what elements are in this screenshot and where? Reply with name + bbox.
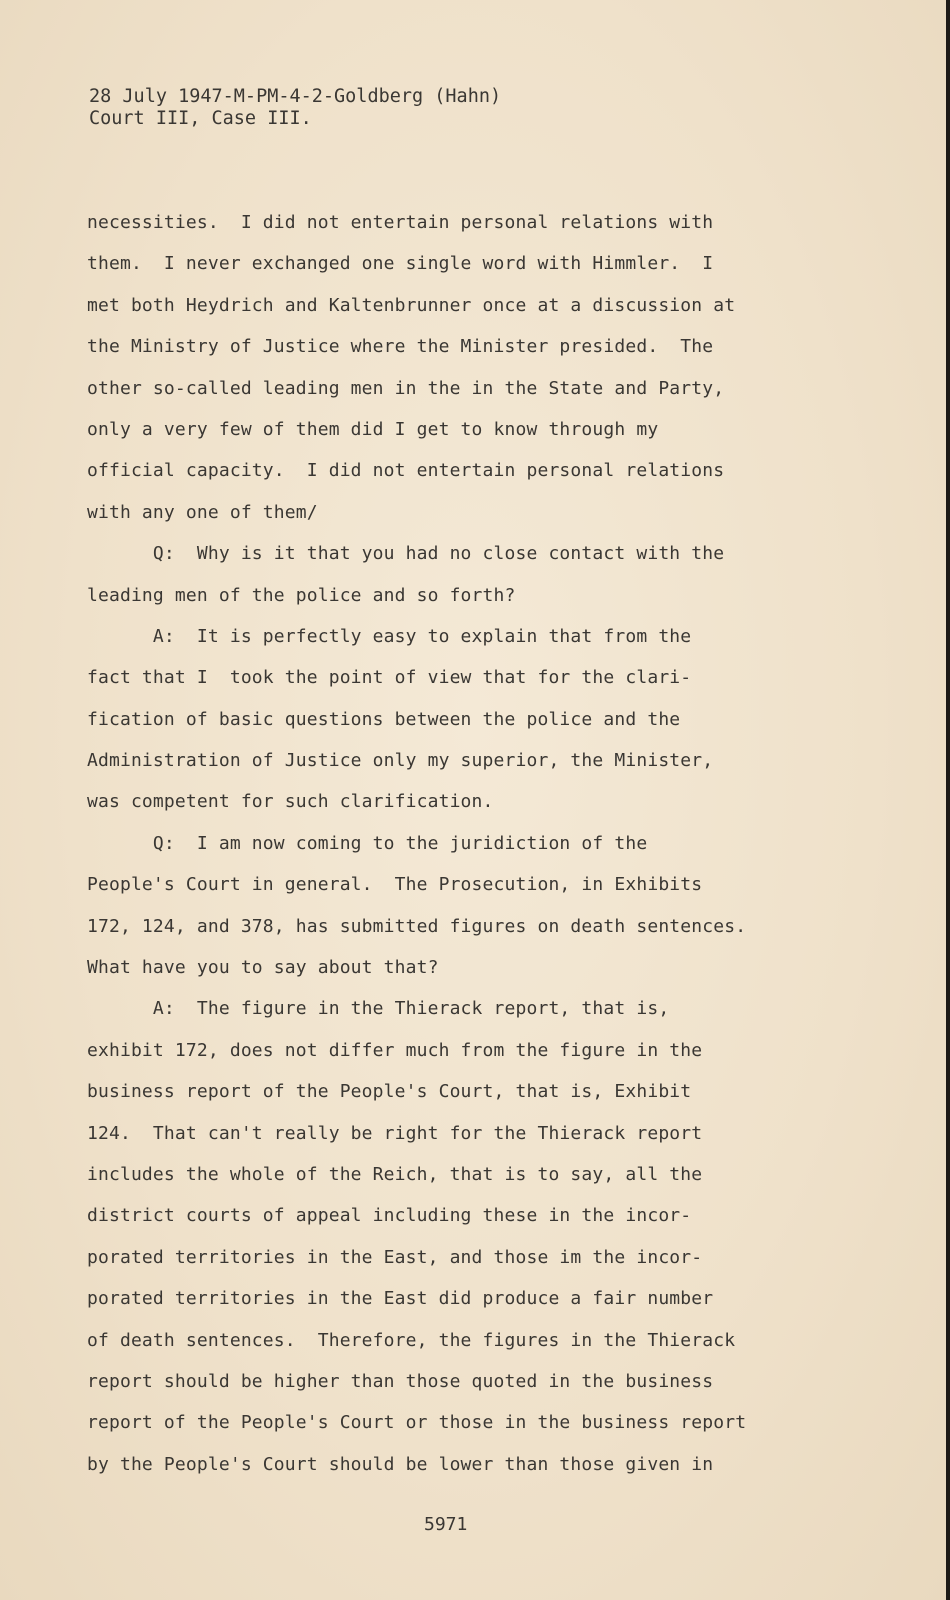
transcript-line: porated territories in the East did produce a fair number (87, 1288, 714, 1310)
transcript-line: fication of basic questions between the police and the (87, 708, 681, 730)
transcript-line: by the People's Court should be lower than those given in (87, 1453, 714, 1475)
transcript-line: Q: Why is it that you had no close contact with the (87, 543, 725, 565)
transcript-line: of death sentences. Therefore, the figures in the Thierack (87, 1329, 736, 1351)
transcript-line: leading men of the police and so forth? (87, 584, 516, 606)
transcript-line: the Ministry of Justice where the Minister presided. The (87, 336, 714, 358)
transcript-line: met both Heydrich and Kaltenbrunner once at a discussion at (87, 294, 736, 316)
transcript-line: What have you to say about that? (87, 957, 439, 979)
transcript-line: them. I never exchanged one single word with Himmler. I (87, 253, 714, 275)
transcript-line: porated territories in the East, and those im the incor- (87, 1246, 703, 1268)
transcript-line: was competent for such clarification. (87, 791, 494, 813)
transcript-line: fact that I took the point of view that for the clari- (87, 667, 692, 689)
header-line-date-session: 28 July 1947-M-PM-4-2-Goldberg (Hahn) (89, 86, 502, 107)
transcript-line: necessities. I did not entertain personal relations with (87, 212, 714, 233)
transcript-line: Q: I am now coming to the juridiction of the (87, 832, 648, 854)
transcript-line: official capacity. I did not entertain personal relations (87, 460, 725, 482)
page-number: 5971 (424, 1514, 468, 1535)
transcript-line: 172, 124, and 378, has submitted figures on death sentences. (87, 915, 747, 937)
transcript-line: 124. That can't really be right for the Thierack report (87, 1122, 703, 1144)
transcript-line: report should be higher than those quoted in the business (87, 1370, 714, 1392)
transcript-line: A: It is perfectly easy to explain that from the (87, 625, 692, 647)
transcript-line: with any one of them/ (87, 501, 318, 523)
transcript-line: only a very few of them did I get to know through my (87, 418, 659, 440)
transcript-line: business report of the People's Court, that is, Exhibit (87, 1081, 692, 1103)
transcript-line: other so-called leading men in the in the State and Party, (87, 377, 725, 399)
transcript-body (87, 202, 927, 1485)
header-line-court-case: Court III, Case III. (89, 108, 312, 129)
transcript-line: exhibit 172, does not differ much from the figure in the (87, 1039, 703, 1061)
transcript-line: includes the whole of the Reich, that is to say, all the (87, 1163, 703, 1185)
transcript-line: People's Court in general. The Prosecution, in Exhibits (87, 874, 703, 896)
transcript-line: Administration of Justice only my superior, the Minister, (87, 750, 714, 772)
transcript-line: report of the People's Court or those in the business report (87, 1412, 747, 1434)
transcript-line: district courts of appeal including these in the incor- (87, 1205, 692, 1227)
transcript-line: A: The figure in the Thierack report, that is, (87, 998, 670, 1020)
document-header (89, 86, 501, 130)
